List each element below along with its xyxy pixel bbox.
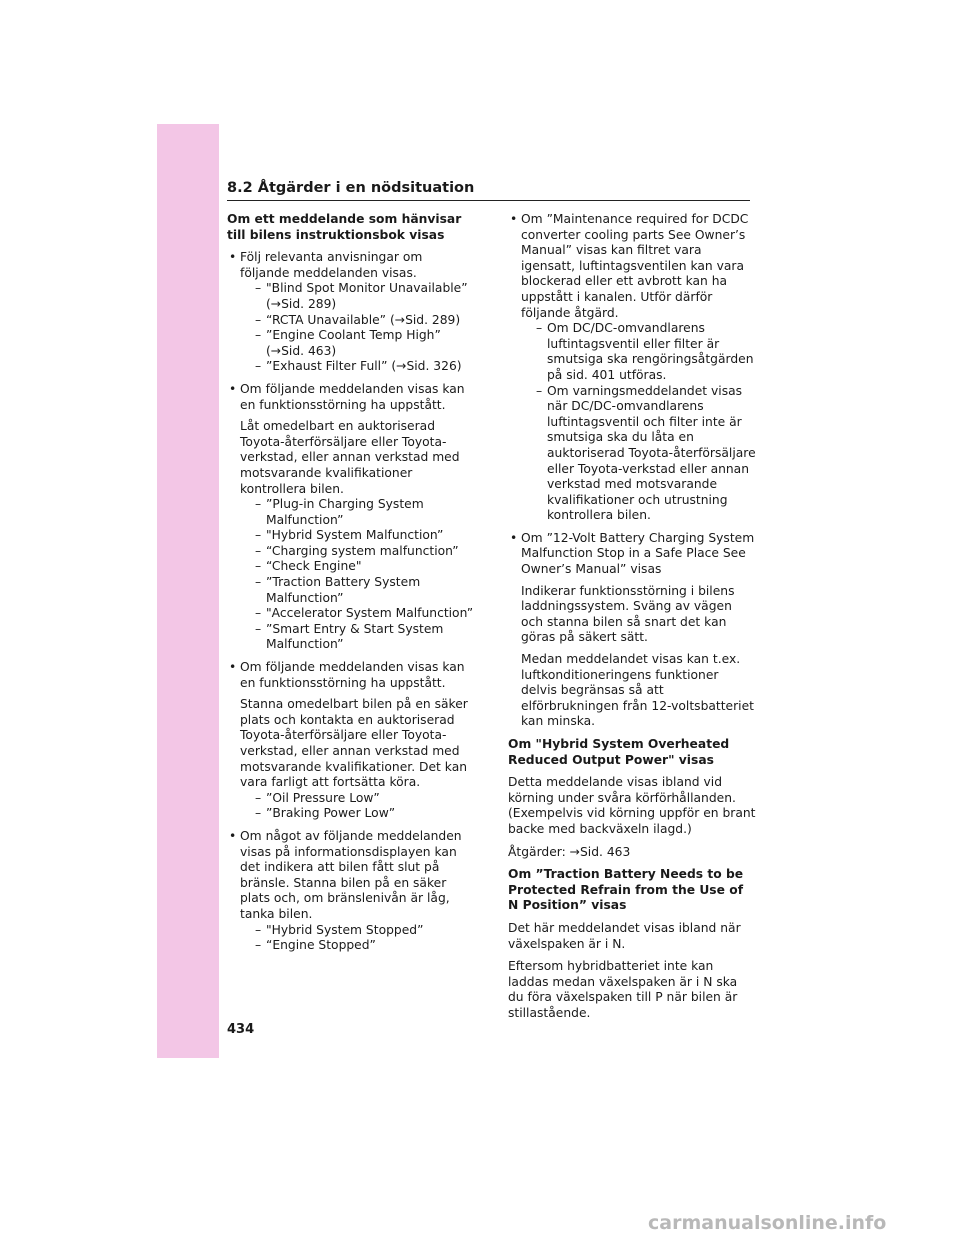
paragraph: Eftersom hybridbatteriet inte kan laddas medan växelspaken är i N ska du föra växelspaken till P när bilen är stillastående. (508, 959, 738, 1020)
section-title: 8.2 Åtgärder i en nödsituation (227, 180, 475, 196)
block-title: Om ett meddelande som hänvisar till bilens instruktionsbok visas (227, 212, 462, 242)
action-reference: Åtgärder: →Sid. 463 (508, 844, 631, 859)
sub-item: – "Hybrid System Malfunction” (240, 528, 475, 544)
sub-item: – ”Plug-in Charging System Malfunction” (240, 497, 475, 528)
sub-item: – “Engine Stopped” (240, 938, 475, 954)
bullet-item (227, 250, 475, 375)
bullet-text: • Om något av följande meddelanden visas på informationsdisplayen kan det indikera att bilen fått slut på bränsle. Stanna bilen på en säker plats och, om bränslenivån är låg, tanka bilen. (240, 828, 462, 921)
chapter-tab-bar (157, 124, 219, 1058)
sub-item: – “Check Engine" (240, 559, 475, 575)
block-title: Om ”Traction Battery Needs to be Protected Refrain from the Use of N Position” visas (508, 867, 744, 913)
bullet-text: • Om ”Maintenance required for DCDC converter cooling parts See Owner’s Manual” visas kan filtret vara igensatt, luftintagsventilen kan vara blockerad eller ett avbrott kan ha uppstått i kanalen. Utför därför följande åtgärd. (521, 212, 749, 320)
bullet-text: • Följ relevanta anvisningar om följande meddelanden visas. (240, 250, 423, 280)
sub-item: – “RCTA Unavailable” (→Sid. 289) (240, 313, 475, 329)
sub-item: – ”Oil Pressure Low” (240, 791, 475, 807)
bullet-paragraph: Stanna omedelbart bilen på en säker plats och kontakta en auktoriserad Toyota-återförsäljare eller Toyota-verkstad, eller annan verkstad med motsvarande kvalifikationer. Det kan vara farligt att fortsätta köra. (240, 697, 468, 790)
right-column (508, 212, 756, 1029)
sub-item: – ”Engine Coolant Temp High” (→Sid. 463) (240, 328, 475, 359)
sub-item: – "Accelerator System Malfunction” (240, 606, 475, 622)
sub-item: – ”Braking Power Low” (240, 806, 475, 822)
sub-item: – "Blind Spot Monitor Unavailable” (→Sid. 289) (240, 281, 475, 312)
bullet-item (227, 382, 475, 653)
bullet-paragraph: Medan meddelandet visas kan t.ex. luftkonditioneringens funktioner delvis begränsas så att elförbrukningen från 12-voltsbatteriet kan minska. (521, 652, 754, 729)
left-column (227, 212, 475, 961)
bullet-paragraph: Låt omedelbart en auktoriserad Toyota-återförsäljare eller Toyota-verkstad, eller annan verkstad med motsvarande kvalifikationer kontrollera bilen. (240, 419, 460, 496)
sub-item: – “Charging system malfunction” (240, 544, 475, 560)
sub-item: – ”Exhaust Filter Full” (→Sid. 326) (240, 359, 475, 375)
section-divider (227, 200, 750, 201)
block-title: Om "Hybrid System Overheated Reduced Output Power" visas (508, 737, 730, 767)
bullet-paragraph: Indikerar funktionsstörning i bilens laddningssystem. Sväng av vägen och stanna bilen så snart det kan göras på säkert sätt. (521, 583, 735, 645)
bullet-text: • Om följande meddelanden visas kan en funktionsstörning ha uppstått. (240, 660, 465, 690)
bullet-item (508, 212, 756, 524)
bullet-text: • Om följande meddelanden visas kan en funktionsstörning ha uppstått. (240, 381, 465, 412)
sub-item: – ”Traction Battery System Malfunction” (240, 575, 475, 606)
bullet-text: • Om ”12-Volt Battery Charging System Malfunction Stop in a Safe Place See Owner’s Manual” visas (521, 530, 755, 577)
paragraph: Detta meddelande visas ibland vid körning under svåra körförhållanden. (Exempelvis vid körning uppför en brant backe med backväxeln ilagd.) (508, 775, 756, 836)
sub-item: – Om varningsmeddelandet visas när DC/DC-omvandlarens luftintagsventil och filter inte är smutsiga ska du låta en auktoriserad Toyota-återförsäljare eller Toyota-verkstad eller annan verkstad med motsvarande kvalifikationer och utrustning kontrollera bilen. (521, 384, 756, 524)
bullet-item (227, 660, 475, 822)
sub-item: – "Hybrid System Stopped” (240, 923, 475, 939)
page-number: 434 (227, 1022, 255, 1037)
sub-item: – Om DC/DC-omvandlarens luftintagsventil eller filter är smutsiga ska rengöringsåtgärden på sid. 401 utföras. (521, 321, 756, 383)
paragraph: Det här meddelandet visas ibland när växelspaken är i N. (508, 920, 741, 951)
bullet-item (508, 531, 756, 730)
watermark: carmanualsonline.info (648, 1212, 887, 1234)
bullet-item (227, 829, 475, 954)
sub-item: – ”Smart Entry & Start System Malfunction” (240, 622, 475, 653)
